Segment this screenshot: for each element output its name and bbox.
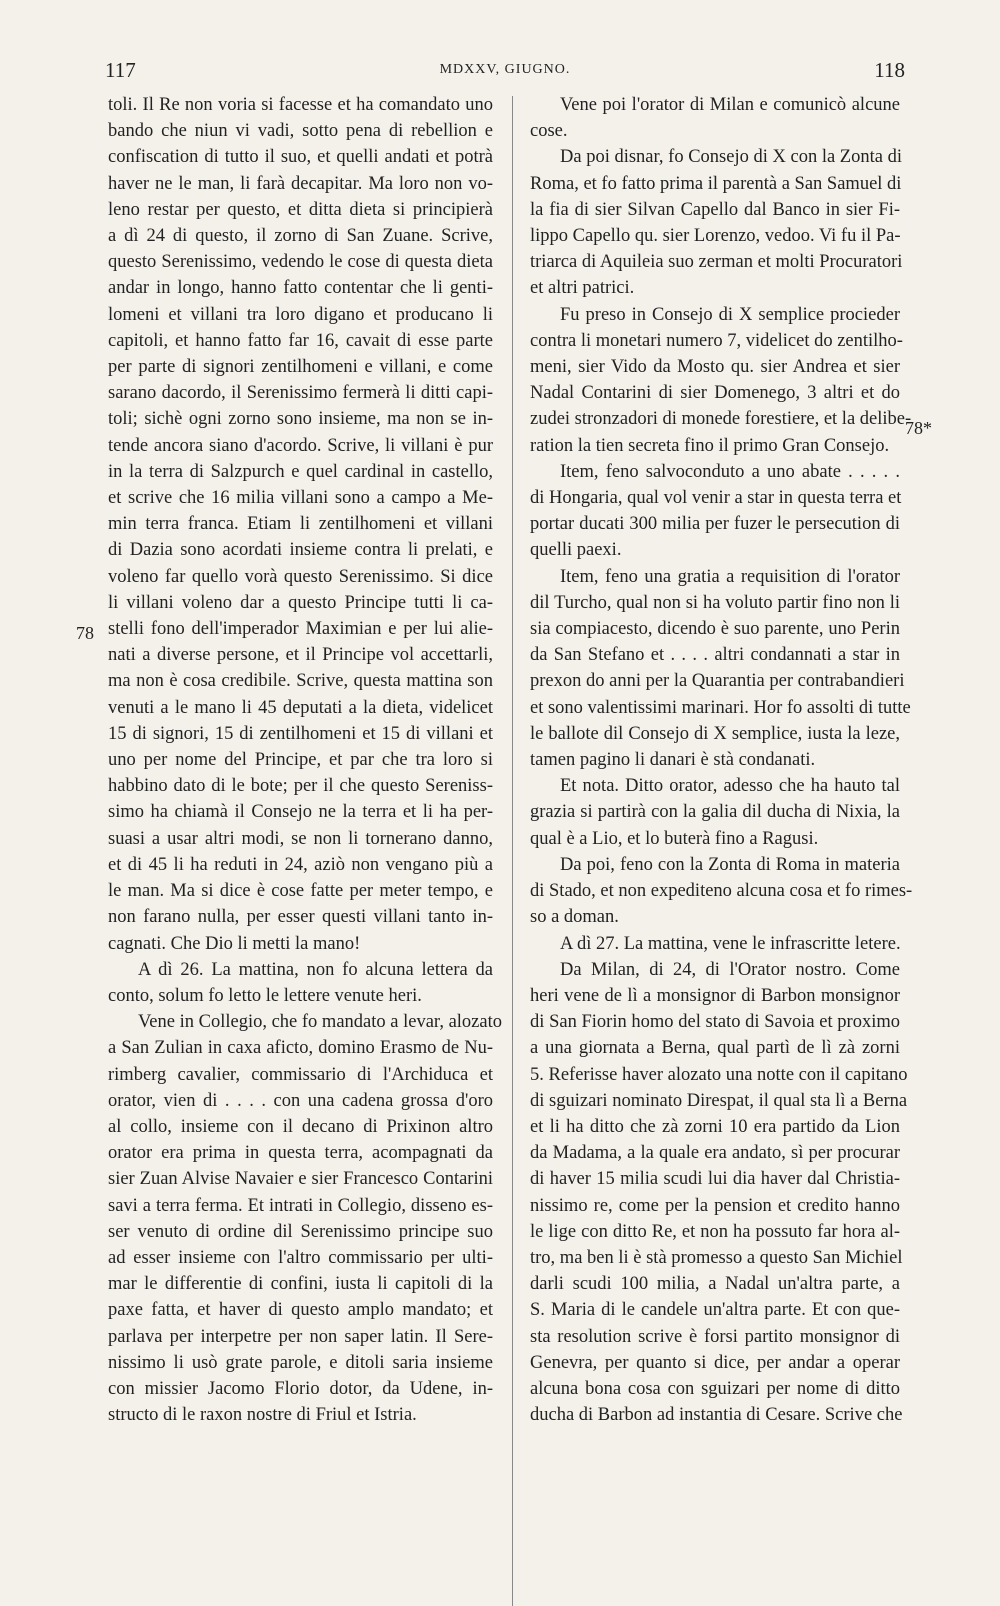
text-line: li villani voleno dar a questo Principe tutti li ca- xyxy=(108,592,493,613)
text-line: tende ancora siano d'acordo. Scrive, li villani è pur xyxy=(108,435,493,456)
column-divider xyxy=(512,96,513,1606)
text-line: tro, ma ben li è stà promesso a questo San Michiel xyxy=(530,1247,903,1268)
text-line: min terra franca. Etiam li zentilhomeni et villani xyxy=(108,514,493,535)
text-line: Nadal Contarini di sier Domenego, 3 altri et do xyxy=(530,383,900,404)
text-line: ma non è cosa credibile. Scrive, questa mattina son xyxy=(108,671,493,692)
text-line: Fu preso in Consejo di X semplice procieder xyxy=(560,304,900,325)
text-line: structo di le raxon nostre di Friul et Istria. xyxy=(108,1405,417,1426)
text-line: di haver 15 milia scudi lui dia haver dal Christia- xyxy=(530,1169,900,1190)
text-line: Et nota. Ditto orator, adesso che ha hauto tal xyxy=(560,776,900,797)
text-line: ration la tien secreta fino il primo Gran Consejo. xyxy=(530,435,890,456)
text-line: cose. xyxy=(530,121,568,142)
margin-note-right: 78* xyxy=(905,418,932,438)
text-line: toli. Il Re non voria si facesse et ha comandato uno xyxy=(108,95,493,115)
text-line: Roma, et fo fatto prima il parentà a San Samuel di xyxy=(530,173,902,194)
text-line: lippo Capello qu. sier Lorenzo, vedoo. Vi fu il Pa- xyxy=(530,226,901,247)
text-line: qual è a Lio, et lo buterà fino a Ragusi. xyxy=(530,828,819,849)
text-line: andar in longo, hanno fatto contentar che li genti- xyxy=(108,278,493,299)
text-line: leno restar per questo, et ditta dieta si principierà xyxy=(108,199,493,220)
text-line: et altri patrici. xyxy=(530,278,635,299)
text-line: bando che niun vi vadi, sotto pena di rebellion e xyxy=(108,121,493,142)
text-line: ad esser insieme con l'altro commissario per ulti- xyxy=(108,1247,493,1268)
text-line: ser venuto di ordine dil Serenissimo principe suo xyxy=(108,1221,493,1242)
text-line: nissimo re, come per la pension et credito hanno xyxy=(530,1195,900,1216)
text-line: la fia di sier Silvan Capello dal Banco in sier Fi- xyxy=(530,199,900,220)
text-line: so a doman. xyxy=(530,907,619,928)
text-line: contra li monetari numero 7, videlicet do zentilho- xyxy=(530,330,903,351)
right-column xyxy=(530,92,913,1428)
text-line: venuti a le mano li 45 deputati a la dieta, videlicet xyxy=(108,697,493,718)
text-line: 15 di signori, 15 di zentilhomeni et 15 di villani et xyxy=(108,723,493,744)
text-line: Da poi disnar, fo Consejo di X con la Zonta di xyxy=(560,147,902,168)
page-header xyxy=(105,58,905,88)
text-line: toli; sichè ogni zorno sono insieme, ma non se in- xyxy=(108,409,493,430)
text-line: simo ha chiamà il Consejo ne la terra et li ha per- xyxy=(108,802,493,823)
text-line: a una giornata a Berna, qual partì de lì zà zorni xyxy=(530,1038,900,1059)
text-line: S. Maria di le candele un'altra parte. Et con que- xyxy=(530,1300,900,1321)
text-line: ducha di Barbon ad instantia di Cesare. Scrive che xyxy=(530,1405,903,1426)
text-line: Vene in Collegio, che fo mandato a levar, alozato xyxy=(138,1012,502,1033)
text-line: zudei stronzadori di monede forestiere, et la delibe- xyxy=(530,409,912,430)
text-line: confiscation di tutto il suo, et quelli andati et potrà xyxy=(108,147,493,168)
text-line: di San Fiorin homo del stato di Savoia et proximo xyxy=(530,1012,900,1033)
text-line: suasi a usar altri modi, se non li tornerano danno, xyxy=(108,828,493,849)
text-line: uno per nome del Principe, et par che tra loro si xyxy=(108,750,493,771)
text-line: non farano nulla, per esser questi villani tanto in- xyxy=(108,907,493,928)
text-line: et di 45 li ha reduti in 24, aziò non vengano più a xyxy=(108,854,493,875)
text-line: a dì 24 di questo, il zorno di San Zuane. Scrive, xyxy=(108,226,493,247)
text-line: paxe fatta, et haver di questo amplo mandato; et xyxy=(108,1300,493,1321)
text-line: Item, feno una gratia a requisition di l'orator xyxy=(560,566,900,587)
text-line: sarano dacordo, il Serenissimo fermerà li ditti capi- xyxy=(108,383,493,404)
page-number-right: 118 xyxy=(874,58,905,82)
text-line: et sono valentissimi marinari. Hor fo assolti di tutte xyxy=(530,697,911,718)
margin-note-left: 78 xyxy=(76,623,94,643)
text-line: meni, sier Vido da Mosto qu. sier Andrea et sier xyxy=(530,357,900,378)
text-line: Da poi, feno con la Zonta di Roma in materia xyxy=(560,854,900,875)
text-line: haver ne le man, li farà decapitar. Ma loro non vo- xyxy=(108,173,493,194)
text-line: al collo, insieme con il decano di Prixinon altro xyxy=(108,1116,493,1137)
text-line: per parte di signori zentilhomeni e villani, e come xyxy=(108,357,493,378)
text-line: rimberg cavalier, commissario di l'Archiduca et xyxy=(108,1064,493,1085)
text-line: di Dazia sono acordati insieme contra li prelati, e xyxy=(108,540,493,561)
text-line: in la terra di Salzpurch e quel cardinal in castello, xyxy=(108,461,493,482)
text-line: Item, feno salvoconduto a uno abate . . . . . xyxy=(560,461,900,482)
text-line: nissimo li usò grate parole, e ditoli saria insieme xyxy=(108,1352,493,1373)
text-line: a San Zulian in caxa aficto, domino Erasmo de Nu- xyxy=(108,1038,493,1059)
text-line: A dì 26. La mattina, non fo alcuna lettera da xyxy=(138,959,493,980)
left-column xyxy=(108,92,502,1428)
text-line: Genevra, per quanto si dice, per andar a operar xyxy=(530,1352,900,1373)
text-line: orator era prima in questa terra, acompagnati da xyxy=(108,1143,493,1164)
text-line: di Hongaria, qual vol venir a star in questa terra et xyxy=(530,488,902,509)
text-line: A dì 27. La mattina, vene le infrascritte letere. xyxy=(560,933,901,954)
text-line: alcuna bona cosa con sguizari per nome di ditto xyxy=(530,1378,900,1399)
text-line: orator, vien di . . . . con una cadena grossa d'oro xyxy=(108,1090,493,1111)
text-line: savi a terra ferma. Et intrati in Collegio, disseno es- xyxy=(108,1195,493,1216)
text-line: conto, solum fo letto le lettere venute heri. xyxy=(108,985,422,1006)
text-line: portar ducati 300 milia per fuzer le persecution di xyxy=(530,514,900,535)
text-line: mar le differentie di confini, iusta li capitoli di la xyxy=(108,1274,493,1295)
text-line: darli scudi 100 milia, a Nadal un'altra parte, a xyxy=(530,1274,900,1295)
text-line: stelli fono dell'imperador Maximian e per lui alie- xyxy=(108,619,493,640)
text-line: sier Zuan Alvise Navaier e sier Francesco Contarini xyxy=(108,1169,493,1190)
text-line: sia compiacesto, dicendo è suo parente, uno Perin xyxy=(530,619,900,640)
text-line: parlava per interpetre per non saper latin. Il Sere- xyxy=(108,1326,493,1347)
text-line: da San Stefano et . . . . altri condannati a star in xyxy=(530,645,900,666)
text-line: tamen pagino li danari è stà condanati. xyxy=(530,750,816,771)
page-number-left: 117 xyxy=(105,58,136,82)
text-line: di sguizari nominato Direspat, il qual sta lì a Berna xyxy=(530,1090,908,1111)
text-line: nati a diverse persone, et il Principe vol accettarli, xyxy=(108,645,493,666)
text-line: heri vene de lì a monsignor di Barbon monsignor xyxy=(530,985,900,1006)
text-line: cagnati. Che Dio li metti la mano! xyxy=(108,933,361,954)
text-line: grazia si partirà con la galia dil ducha di Nixia, la xyxy=(530,802,900,823)
text-line: Vene poi l'orator di Milan e comunicò alcune xyxy=(560,95,900,115)
text-line: prexon do anni per la Quarantia per contrabandieri xyxy=(530,671,905,692)
text-line: le ballote dil Consejo di X semplice, iusta la leze, xyxy=(530,723,900,744)
text-line: et scrive che 16 milia villani sono a campo a Me- xyxy=(108,488,493,509)
text-line: dil Turcho, qual non si ha voluto partir fino non li xyxy=(530,592,900,613)
text-line: le man. Ma si dice è cose fatte per meter tempo, e xyxy=(108,881,493,902)
text-line: sta resolution scrive è forsi partito monsignor di xyxy=(530,1326,900,1347)
text-line: di Stado, et non expediteno alcuna cosa et fo rimes- xyxy=(530,881,913,902)
text-line: le lige con ditto Re, et non ha possuto far hora al- xyxy=(530,1221,900,1242)
text-line: quelli paexi. xyxy=(530,540,622,561)
text-line: questo Serenissimo, vedendo le cose di questa dieta xyxy=(108,252,493,273)
running-title: MDXXV, GIUGNO. xyxy=(439,62,571,77)
text-line: da Madama, a la quale era andato, sì per procurar xyxy=(530,1143,900,1164)
text-line: con missier Jacomo Florio dotor, da Udene, in- xyxy=(108,1378,493,1399)
text-line: et li ha ditto che zà zorni 10 era partido da Lion xyxy=(530,1116,900,1137)
text-line: Da Milan, di 24, di l'Orator nostro. Come xyxy=(560,959,900,980)
text-line: capitoli, et hanno fatto far 16, cavait di esse parte xyxy=(108,330,493,351)
text-line: lomeni et villani tra loro digano et producano li xyxy=(108,304,493,325)
text-line: triarca di Aquileia suo zerman et molti Procuratori xyxy=(530,252,903,273)
text-line: 5. Referisse haver alozato una notte con il capitano xyxy=(530,1064,908,1085)
text-line: habbino dato di le bote; per il che questo Sereniss- xyxy=(108,776,493,797)
text-line: voleno far quello vorà questo Serenissimo. Si dice xyxy=(108,566,493,587)
